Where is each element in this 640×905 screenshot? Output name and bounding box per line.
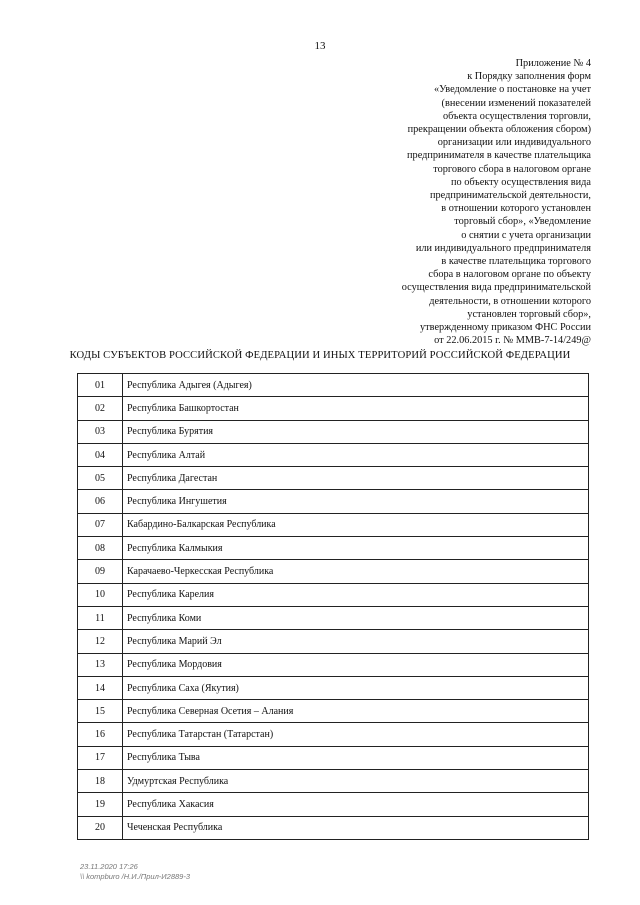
region-name: Республика Марий Эл bbox=[123, 630, 589, 653]
table-row bbox=[78, 583, 589, 606]
region-code: 15 bbox=[78, 700, 123, 723]
region-name: Республика Мордовия bbox=[123, 653, 589, 676]
region-name: Чеченская Республика bbox=[123, 816, 589, 839]
table-row bbox=[78, 397, 589, 420]
appendix-line: предпринимателя в качестве плательщика bbox=[407, 150, 591, 162]
table-row bbox=[78, 746, 589, 769]
appendix-line: в отношении которого установлен bbox=[441, 203, 591, 215]
table-row bbox=[78, 490, 589, 513]
table-row bbox=[78, 816, 589, 839]
region-name: Республика Коми bbox=[123, 606, 589, 629]
region-code: 20 bbox=[78, 816, 123, 839]
table-row bbox=[78, 676, 589, 699]
region-name: Республика Хакасия bbox=[123, 793, 589, 816]
region-name: Удмуртская Республика bbox=[123, 770, 589, 793]
region-code: 07 bbox=[78, 513, 123, 536]
region-name: Кабардино-Балкарская Республика bbox=[123, 513, 589, 536]
table-row bbox=[78, 560, 589, 583]
table-row bbox=[78, 374, 589, 397]
region-name: Республика Башкортостан bbox=[123, 397, 589, 420]
document-footer bbox=[80, 862, 190, 882]
appendix-line: к Порядку заполнения форм bbox=[467, 71, 591, 83]
table-row bbox=[78, 606, 589, 629]
region-name: Республика Тыва bbox=[123, 746, 589, 769]
appendix-line: о снятии с учета организации bbox=[461, 229, 591, 241]
table-row bbox=[78, 443, 589, 466]
region-name: Республика Адыгея (Адыгея) bbox=[123, 374, 589, 397]
region-name: Республика Саха (Якутия) bbox=[123, 676, 589, 699]
appendix-line: от 22.06.2015 г. № ММВ-7-14/249@ bbox=[434, 335, 591, 347]
appendix-line: организации или индивидуального bbox=[437, 137, 591, 149]
table-row bbox=[78, 700, 589, 723]
appendix-line: Приложение № 4 bbox=[515, 58, 591, 69]
region-name: Республика Дагестан bbox=[123, 467, 589, 490]
appendix-line: «Уведомление о постановке на учет bbox=[434, 84, 591, 96]
region-name: Карачаево-Черкесская Республика bbox=[123, 560, 589, 583]
appendix-line: объекта осуществления торговли, bbox=[443, 110, 591, 122]
region-code: 03 bbox=[78, 420, 123, 443]
appendix-line: в качестве плательщика торгового bbox=[441, 256, 591, 268]
appendix-line: или индивидуального предпринимателя bbox=[415, 242, 591, 254]
region-name: Республика Татарстан (Татарстан) bbox=[123, 723, 589, 746]
region-code: 19 bbox=[78, 793, 123, 816]
table-row bbox=[78, 723, 589, 746]
region-code: 09 bbox=[78, 560, 123, 583]
footer-timestamp: 23.11.2020 17:26 bbox=[80, 862, 138, 871]
region-code: 06 bbox=[78, 490, 123, 513]
document-title: КОДЫ СУБЪЕКТОВ РОССИЙСКОЙ ФЕДЕРАЦИИ И ИНЫХ ТЕРРИТОРИЙ РОССИЙСКОЙ ФЕДЕРАЦИИ bbox=[69, 350, 571, 361]
table-row bbox=[78, 793, 589, 816]
region-name: Республика Ингушетия bbox=[123, 490, 589, 513]
appendix-line: предпринимательской деятельности, bbox=[430, 190, 591, 202]
page-number: 13 bbox=[314, 40, 326, 52]
region-code: 18 bbox=[78, 770, 123, 793]
appendix-line: сбора в налоговом органе по объекту bbox=[428, 269, 591, 281]
region-code: 10 bbox=[78, 583, 123, 606]
region-code: 17 bbox=[78, 746, 123, 769]
region-code: 04 bbox=[78, 443, 123, 466]
appendix-line: по объекту осуществления вида bbox=[451, 176, 591, 188]
region-code: 05 bbox=[78, 467, 123, 490]
appendix-line: установлен торговый сбор», bbox=[467, 308, 591, 320]
table-row bbox=[78, 513, 589, 536]
appendix-line: (внесении изменений показателей bbox=[441, 97, 591, 109]
table-row bbox=[78, 467, 589, 490]
region-name: Республика Бурятия bbox=[123, 420, 589, 443]
appendix-line: торгового сбора в налоговом органе bbox=[433, 163, 591, 175]
region-code: 08 bbox=[78, 537, 123, 560]
appendix-line: деятельности, в отношении которого bbox=[429, 295, 591, 307]
appendix-line: утвержденному приказом ФНС России bbox=[420, 322, 591, 334]
region-code: 14 bbox=[78, 676, 123, 699]
appendix-block bbox=[331, 57, 591, 347]
region-name: Республика Калмыкия bbox=[123, 537, 589, 560]
region-code: 01 bbox=[78, 374, 123, 397]
region-name: Республика Северная Осетия – Алания bbox=[123, 700, 589, 723]
table-row bbox=[78, 630, 589, 653]
region-name: Республика Алтай bbox=[123, 443, 589, 466]
region-code: 02 bbox=[78, 397, 123, 420]
table-row bbox=[78, 420, 589, 443]
region-code: 16 bbox=[78, 723, 123, 746]
region-code: 12 bbox=[78, 630, 123, 653]
appendix-line: прекращении объекта обложения сбором) bbox=[407, 124, 591, 136]
appendix-line: торговый сбор», «Уведомление bbox=[454, 216, 591, 228]
table-row bbox=[78, 770, 589, 793]
region-code: 13 bbox=[78, 653, 123, 676]
appendix-line: осуществления вида предпринимательской bbox=[401, 282, 591, 294]
region-code: 11 bbox=[78, 606, 123, 629]
region-codes-table bbox=[77, 373, 589, 840]
footer-signature: \\ kompburo /Н.И./Прил-И2889-3 bbox=[80, 872, 191, 881]
table-row bbox=[78, 653, 589, 676]
table-row bbox=[78, 537, 589, 560]
region-name: Республика Карелия bbox=[123, 583, 589, 606]
